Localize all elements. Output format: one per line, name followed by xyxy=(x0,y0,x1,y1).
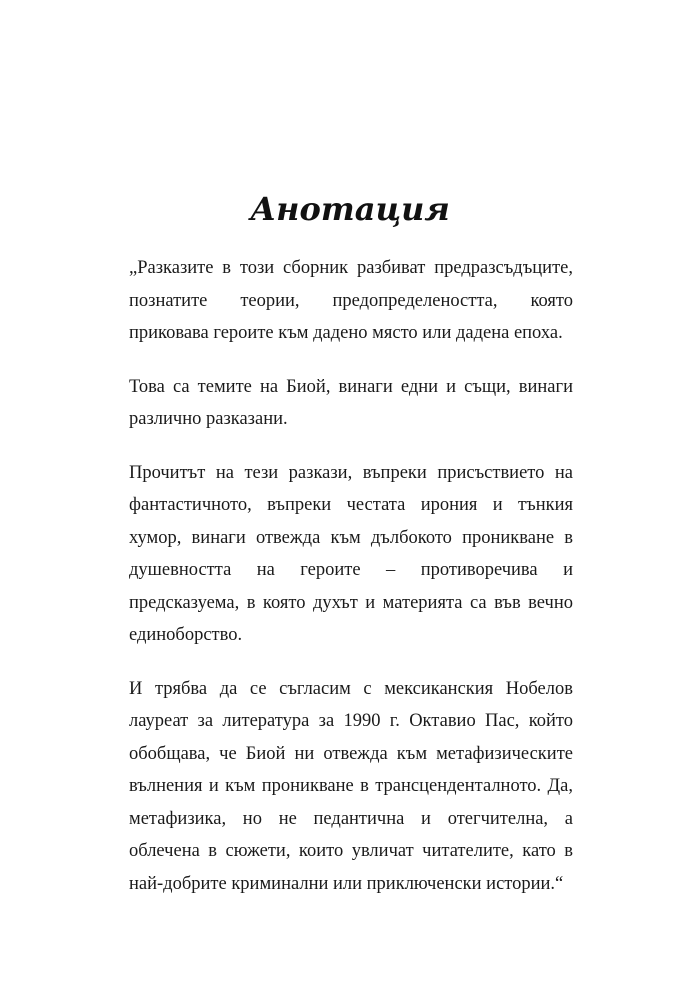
annotation-text xyxy=(129,252,573,921)
text-line: предсказуема, в която духът и материята са във вечно xyxy=(129,592,573,613)
paragraph xyxy=(129,673,573,901)
text-line: най-добрите криминални или приключенски истории.“ xyxy=(129,873,564,894)
page-title: Анотация xyxy=(250,190,450,228)
text-line: Прочитът на тези разкази, въпреки присъствието на xyxy=(129,462,573,483)
text-line: вълнения и към проникване в трансценденталното. Да, xyxy=(129,776,573,796)
text-line: обобщава, че Биой ни отвежда към метафизическите xyxy=(129,743,573,764)
text-line: лауреат за литература за 1990 г. Октавио Пас, който xyxy=(129,711,573,731)
text-line: Това са темите на Биой, винаги едни и същи, винаги xyxy=(129,376,573,397)
text-line: фантастичното, въпреки честата ирония и тънкия xyxy=(129,495,573,515)
text-line: единоборство. xyxy=(129,625,243,645)
text-line: душевността на героите – противоречива и xyxy=(129,560,573,580)
text-line: метафизика, но не педантична и отегчителна, а xyxy=(129,808,573,829)
text-line: познатите теории, предопределеността, която xyxy=(129,290,573,311)
paragraph xyxy=(129,371,573,436)
paragraph xyxy=(129,252,573,350)
text-line: различно разказани. xyxy=(129,409,288,429)
text-line: облечена в сюжети, които увличат читателите, като в xyxy=(129,841,573,861)
text-line: И трябва да се съгласим с мексиканския Нобелов xyxy=(129,678,573,699)
text-line: „Разказите в този сборник разбиват предразсъдъците, xyxy=(129,258,573,278)
text-line: хумор, винаги отвежда към дълбокото проникване в xyxy=(129,527,573,548)
paragraph xyxy=(129,457,573,652)
text-line: приковава героите към дадено място или дадена епоха. xyxy=(129,323,563,343)
